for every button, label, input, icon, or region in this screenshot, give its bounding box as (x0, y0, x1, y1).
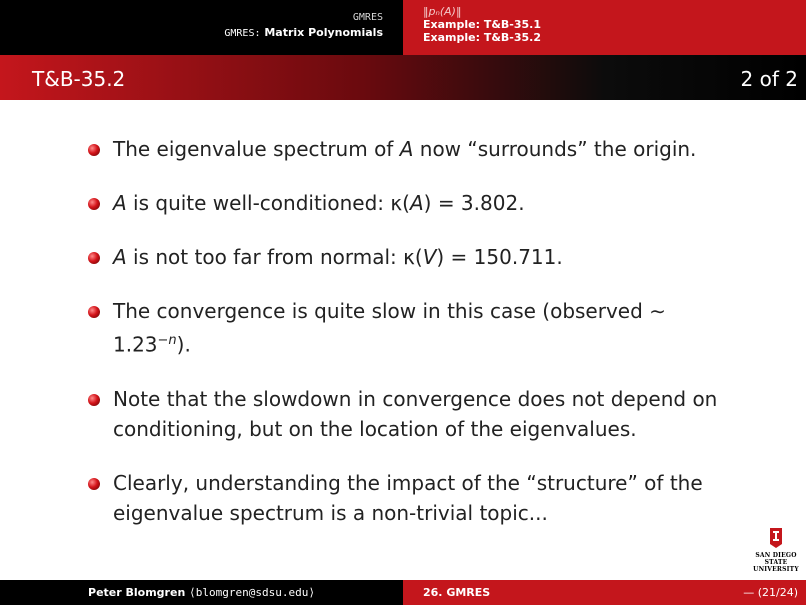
footer-author-block (0, 580, 403, 605)
headline-section (0, 0, 403, 55)
footer-email: ⟨blomgren@sdsu.edu⟩ (189, 586, 315, 599)
bullet-ball-icon (88, 394, 100, 406)
bullet-item: Note that the slowdown in convergence does not depend on conditioning, but on the location of the eigenvalues. (88, 384, 728, 444)
bullet-ball-icon (88, 198, 100, 210)
footer-page-number: — (21/24) (743, 586, 798, 599)
subsection-title[interactable] (0, 25, 383, 41)
bullet-item: A is quite well-conditioned: κ(A) = 3.802. (88, 188, 728, 218)
subsection-link-tb352[interactable]: Example: T&B-35.2 (423, 31, 542, 44)
sdsu-shield-icon (768, 528, 784, 548)
logo-line1: SAN DIEGO STATE (755, 552, 797, 566)
bullet-item: A is not too far from normal: κ(V) = 150.711. (88, 242, 728, 272)
footer-bar (0, 580, 806, 605)
subsection-link-norm[interactable]: ‖pₙ(A)‖ (423, 5, 462, 18)
sdsu-logo (749, 528, 803, 573)
subsection-link-tb351[interactable]: Example: T&B-35.1 (423, 18, 542, 31)
section-title[interactable]: GMRES (352, 12, 383, 23)
subsection-text: Matrix Polynomials (264, 26, 383, 39)
bullet-ball-icon (88, 306, 100, 318)
frame-title: T&B-35.2 (32, 67, 126, 91)
bullet-ball-icon (88, 252, 100, 264)
footer-author: Peter Blomgren (88, 586, 186, 599)
footer-talk-block (403, 580, 806, 605)
bullet-ball-icon (88, 144, 100, 156)
frame-page-counter: 2 of 2 (740, 67, 798, 91)
bullet-ball-icon (88, 478, 100, 490)
headline-bar (0, 0, 806, 55)
bullet-item: The eigenvalue spectrum of A now “surrounds” the origin. (88, 134, 728, 164)
subsection-prefix: GMRES: (224, 28, 261, 39)
logo-line2: UNIVERSITY (753, 566, 799, 573)
bullet-list (88, 134, 728, 528)
headline-subsections (403, 0, 806, 55)
footer-talk-title: 26. GMRES (423, 586, 491, 599)
frame-title-bar (0, 55, 806, 100)
bullet-item: The convergence is quite slow in this case (observed ∼ $1.23^{-n}$). (88, 296, 728, 360)
bullet-item: Clearly, understanding the impact of the “structure” of the eigenvalue spectrum is a non-trivial topic... (88, 468, 728, 528)
